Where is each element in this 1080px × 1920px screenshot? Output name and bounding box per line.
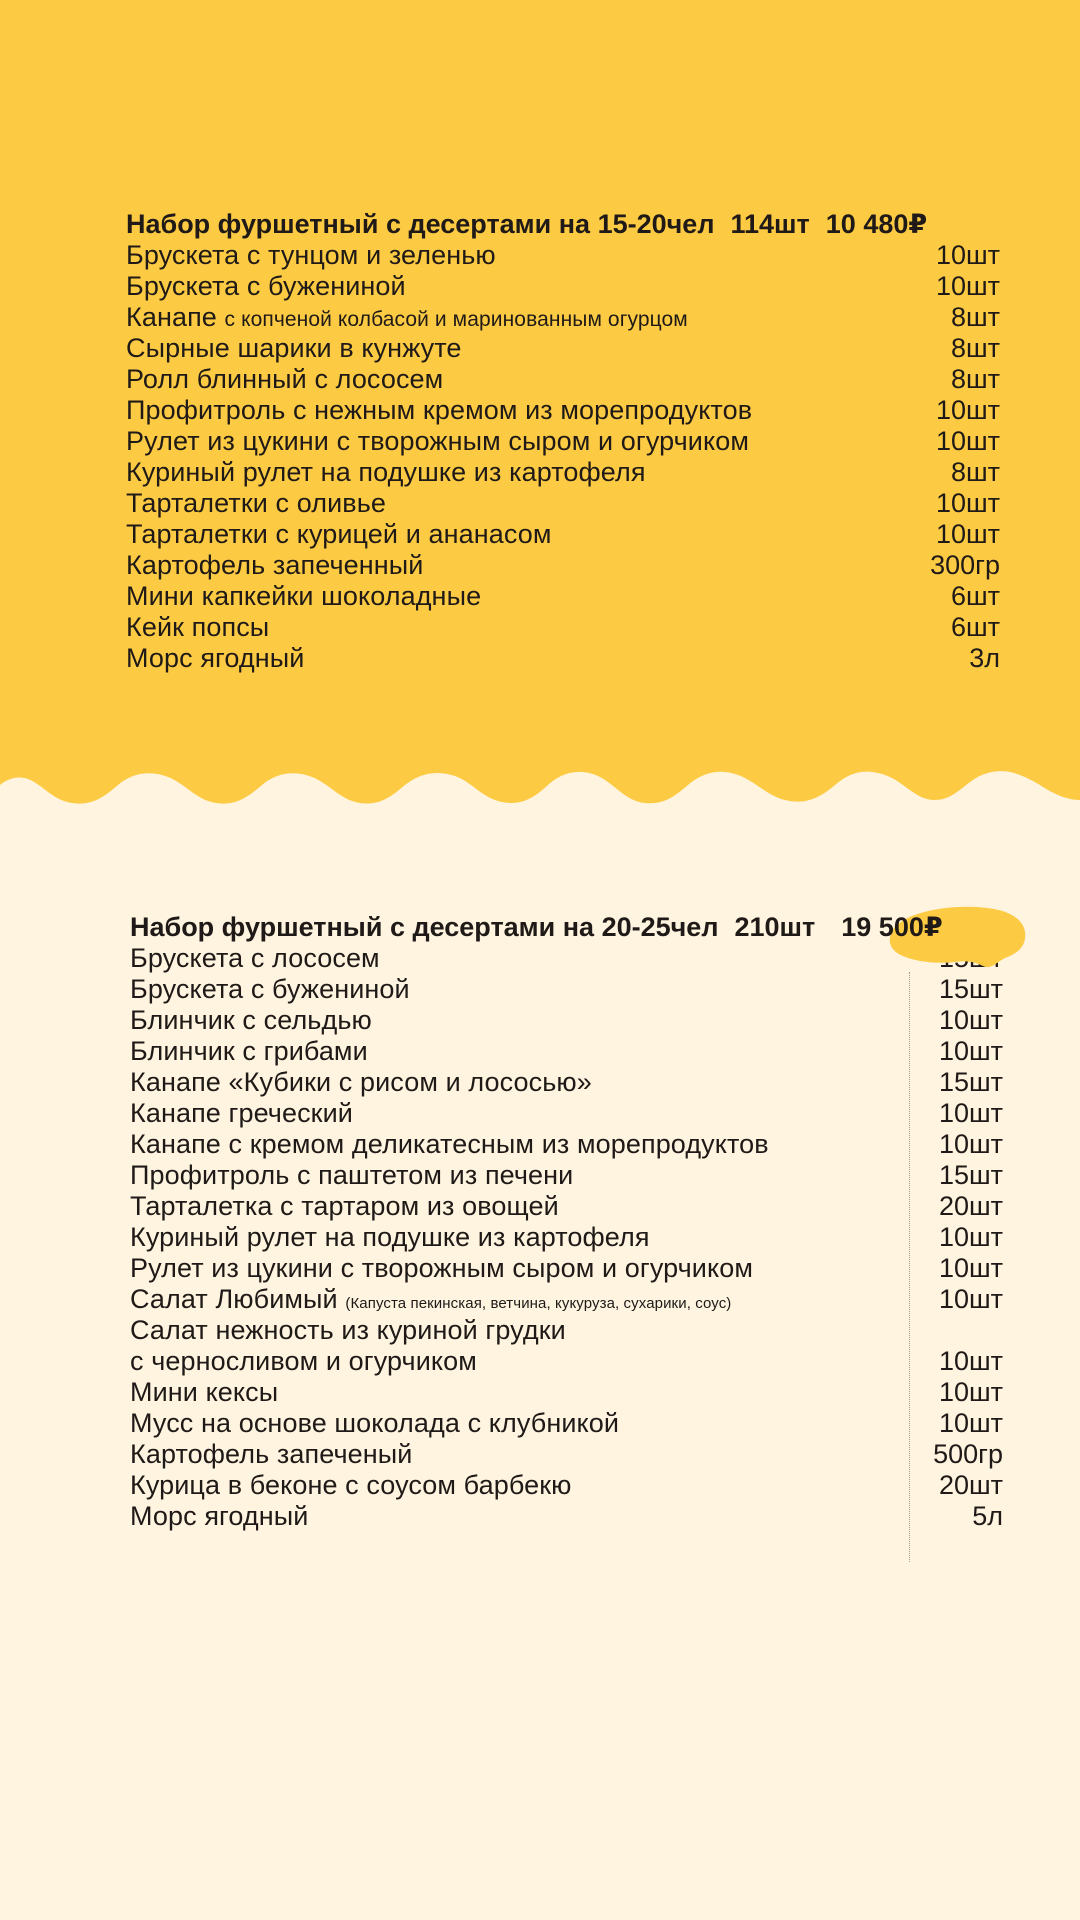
list-item: Ролл блинный с лососем 8шт [126,364,1000,394]
list-item: Блинчик с сельдью 10шт [130,1005,1003,1035]
list-item: Морс ягодный 3л [126,643,1000,673]
list-item: Канапе с кремом деликатесным из морепродуктов 10шт [130,1129,1003,1159]
set1-count: 114шт [730,209,810,239]
list-item: Курица в беконе с соусом барбекю 20шт [130,1470,1003,1500]
item-note: (Капуста пекинская, ветчина, кукуруза, сухарики, соус) [345,1295,732,1312]
list-item: Канапе «Кубики с рисом и лососью» 15шт [130,1067,1003,1097]
list-item: Брускета с лососем [130,943,380,973]
list-item: Канапе греческий 10шт [130,1098,1003,1128]
list-item: Профитроль с паштетом из печени 15шт [130,1160,1003,1190]
dotted-divider [909,972,910,1562]
list-item: Рулет из цукини с творожным сыром и огурчиком 10шт [130,1253,1003,1283]
list-item: Тарталетки с курицей и ананасом 10шт [126,519,1000,549]
set2-title-row [130,912,1003,943]
set1-section [126,209,1000,674]
list-item: Салат нежность из куриной грудки [130,1315,566,1345]
list-item: Мусс на основе шоколада с клубникой 10шт [130,1408,1003,1438]
list-item: Брускета с бужениной 15шт [130,974,1003,1004]
list-item: Брускета с тунцом и зеленью 10шт [126,240,1000,270]
list-item: Салат Любимый (Капуста пекинская, ветчина, кукуруза, сухарики, соус) 10шт [130,1284,1003,1314]
list-item: Блинчик с грибами 10шт [130,1036,1003,1066]
set2-count: 210шт [734,912,816,942]
list-item: Профитроль с нежным кремом из морепродуктов 10шт [126,395,1000,425]
set2-title: Набор фуршетный с десертами на 20-25чел [130,912,719,942]
list-item: Тарталетка с тартаром из овощей 20шт [130,1191,1003,1221]
set1-price: 10 480₽ [825,209,928,239]
list-item: Морс ягодный 5л [130,1501,1003,1531]
list-item: Картофель запеченный 300гр [126,550,1000,580]
list-item: Картофель запеченый 500гр [130,1439,1003,1469]
item-note: с копченой колбасой и маринованным огурцом [224,308,688,331]
list-item: Тарталетки с оливье 10шт [126,488,1000,518]
list-item: Рулет из цукини с творожным сыром и огурчиком 10шт [126,426,1000,456]
list-item: Канапе с копченой колбасой и маринованным огурцом 8шт [126,302,1000,332]
list-item: Мини кексы 10шт [130,1377,1003,1407]
list-item: Сырные шарики в кунжуте 8шт [126,333,1000,363]
set1-title-row [126,209,1000,240]
set2-section [130,912,1003,1532]
set1-title: Набор фуршетный с десертами на 15-20чел [126,209,715,239]
set2-price: 19 500₽ [841,912,943,942]
list-item: с черносливом и огурчиком 10шт [130,1346,1003,1376]
list-item: Кейк попсы 6шт [126,612,1000,642]
list-item: Куриный рулет на подушке из картофеля 10шт [130,1222,1003,1252]
list-item: Мини капкейки шоколадные 6шт [126,581,1000,611]
list-item: Брускета с бужениной 10шт [126,271,1000,301]
list-item: Куриный рулет на подушке из картофеля 8шт [126,457,1000,487]
